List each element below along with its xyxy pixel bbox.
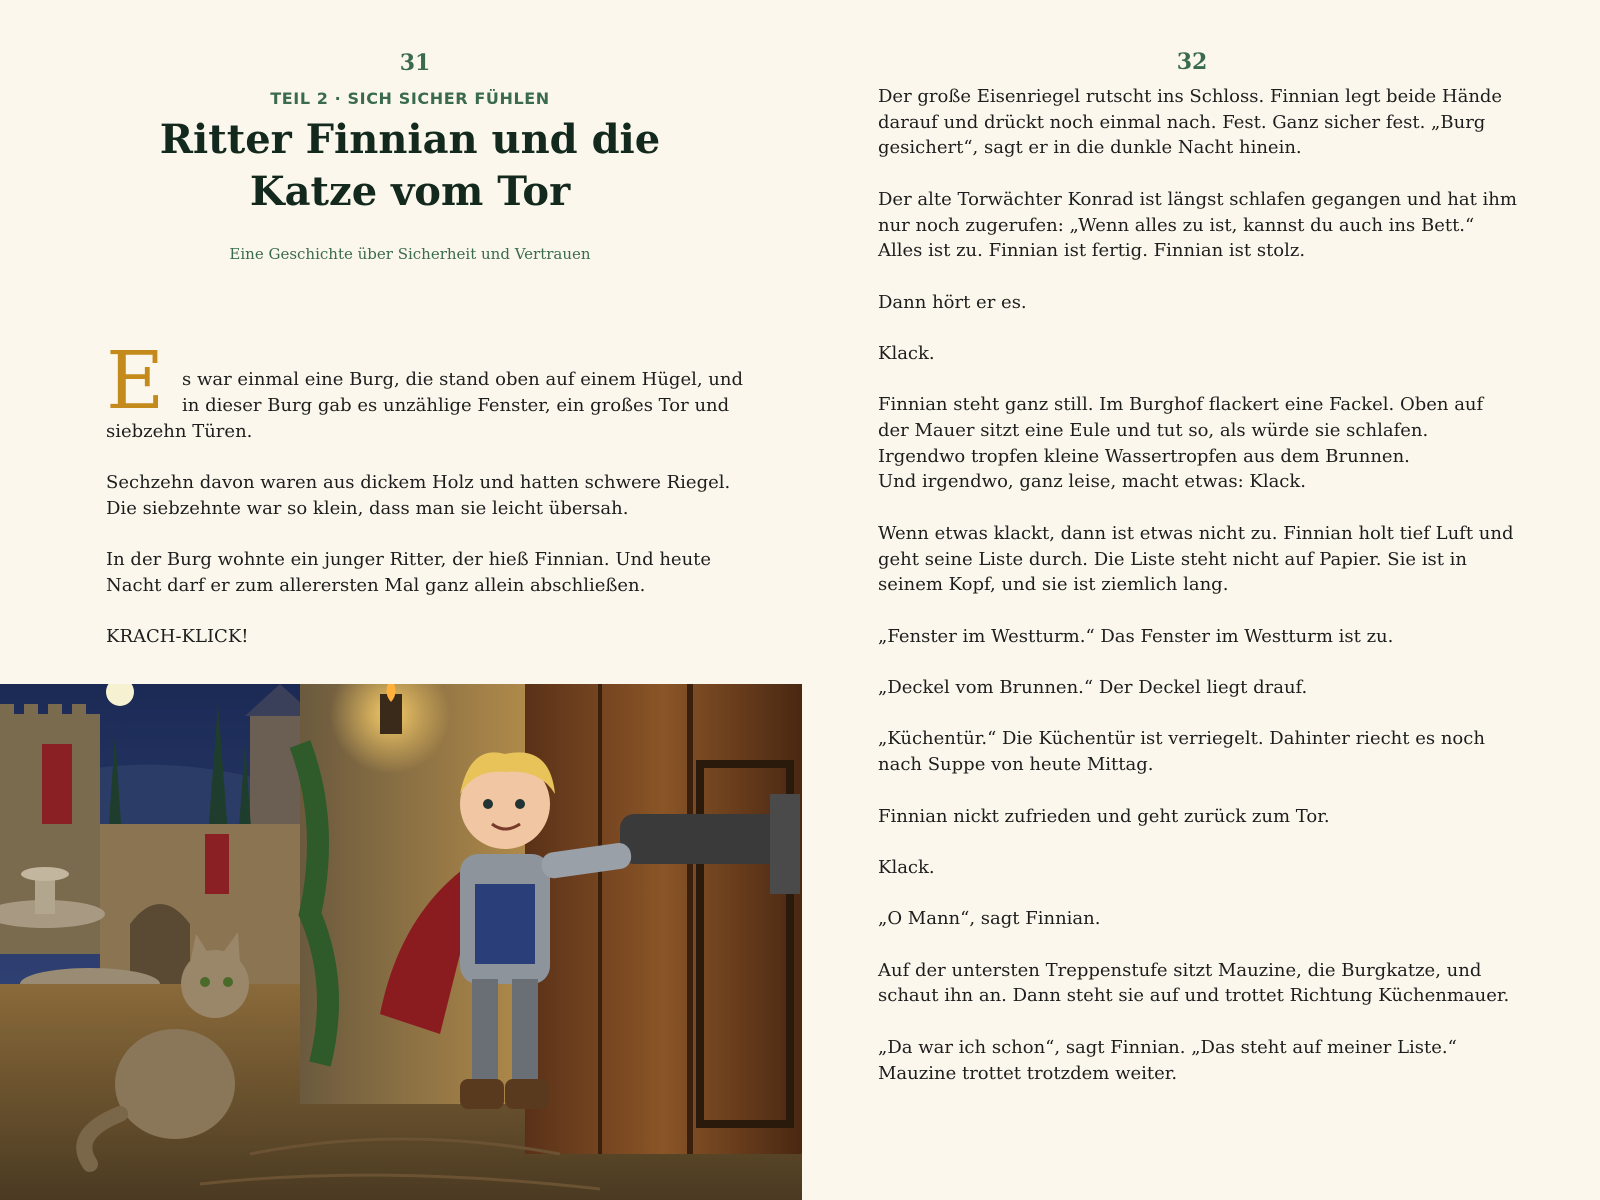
left-page-body <box>106 316 746 676</box>
right-page-body <box>878 84 1518 1112</box>
page-number: 32 <box>1176 49 1208 75</box>
paragraph: Der große Eisenriegel rutscht ins Schloss. Finnian legt beide Hände darauf und drückt noch einmal nach. Fest. Ganz sicher fest. „Burg gesichert“, sagt er in die dunkle Nacht hinein. <box>878 86 1503 159</box>
paragraph: In der Burg wohnte ein junger Ritter, der hieß Finnian. Und heute Nacht darf er zum allerersten Mal ganz allein abschließen. <box>106 549 712 596</box>
story-title <box>0 114 820 218</box>
drop-cap: E <box>106 333 165 427</box>
story-subtitle: Eine Geschichte über Sicherheit und Vertrauen <box>229 245 591 263</box>
castle-gate-knight-cat-illustration <box>0 684 802 1200</box>
paragraph: Dann hört er es. <box>878 291 1027 313</box>
paragraph: Klack. <box>878 856 935 878</box>
paragraph: Klack. <box>878 342 935 364</box>
right-page <box>802 0 1600 1200</box>
paragraph: KRACH-KLICK! <box>106 626 249 648</box>
paragraph: Der alte Torwächter Konrad ist längst schlafen gegangen und hat ihm nur noch zugerufen: „Wenn alles zu ist, kannst du auch ins Bett.“ Alles ist zu. Finnian ist fertig. Finnian ist stolz. <box>878 188 1517 262</box>
story-title-line-2: Katze vom Tor <box>249 168 571 215</box>
paragraph: Wenn etwas klackt, dann ist etwas nicht zu. Finnian holt tief Luft und geht seine Liste durch. Die Liste steht nicht auf Papier. Sie ist in seinem Kopf, und sie ist ziemlich lang. <box>878 522 1514 596</box>
paragraph: „Da war ich schon“, sagt Finnian. „Das steht auf meiner Liste.“ Mauzine trottet trotzdem weiter. <box>878 1036 1457 1084</box>
paragraph: Sechzehn davon waren aus dickem Holz und hatten schwere Riegel. Die siebzehnte war so klein, dass man sie leicht übersah. <box>106 472 731 519</box>
chapter-label: TEIL 2 · SICH SICHER FÜHLEN <box>270 89 550 108</box>
story-title-line-1: Ritter Finnian und die <box>159 116 661 163</box>
paragraph: „Küchentür.“ Die Küchentür ist verriegelt. Dahinter riecht es noch nach Suppe von heute Mittag. <box>878 728 1485 776</box>
paragraph: „O Mann“, sagt Finnian. <box>878 908 1101 930</box>
opening-paragraph-text: s war einmal eine Burg, die stand oben auf einem Hügel, und in dieser Burg gab es unzählige Fenster, ein großes Tor und siebzehn Türen. <box>106 369 744 442</box>
paragraph: „Deckel vom Brunnen.“ Der Deckel liegt drauf. <box>878 677 1308 699</box>
paragraph: Auf der untersten Treppenstufe sitzt Mauzine, die Burgkatze, und schaut ihn an. Dann steht sie auf und trottet Richtung Küchenmauer. <box>878 959 1510 1007</box>
opening-paragraph <box>106 316 746 445</box>
page-number: 31 <box>399 50 431 76</box>
paragraph: Finnian nickt zufrieden und geht zurück zum Tor. <box>878 805 1330 827</box>
paragraph: Finnian steht ganz still. Im Burghof flackert eine Fackel. Oben auf der Mauer sitzt eine Eule und tut so, als würde sie schlafen. Irgendwo tropfen kleine Wassertropfen aus dem Brunnen. Und irgendwo, ganz leise, macht etwas: Klack. <box>878 394 1484 493</box>
paragraph: „Fenster im Westturm.“ Das Fenster im Westturm ist zu. <box>878 625 1394 647</box>
